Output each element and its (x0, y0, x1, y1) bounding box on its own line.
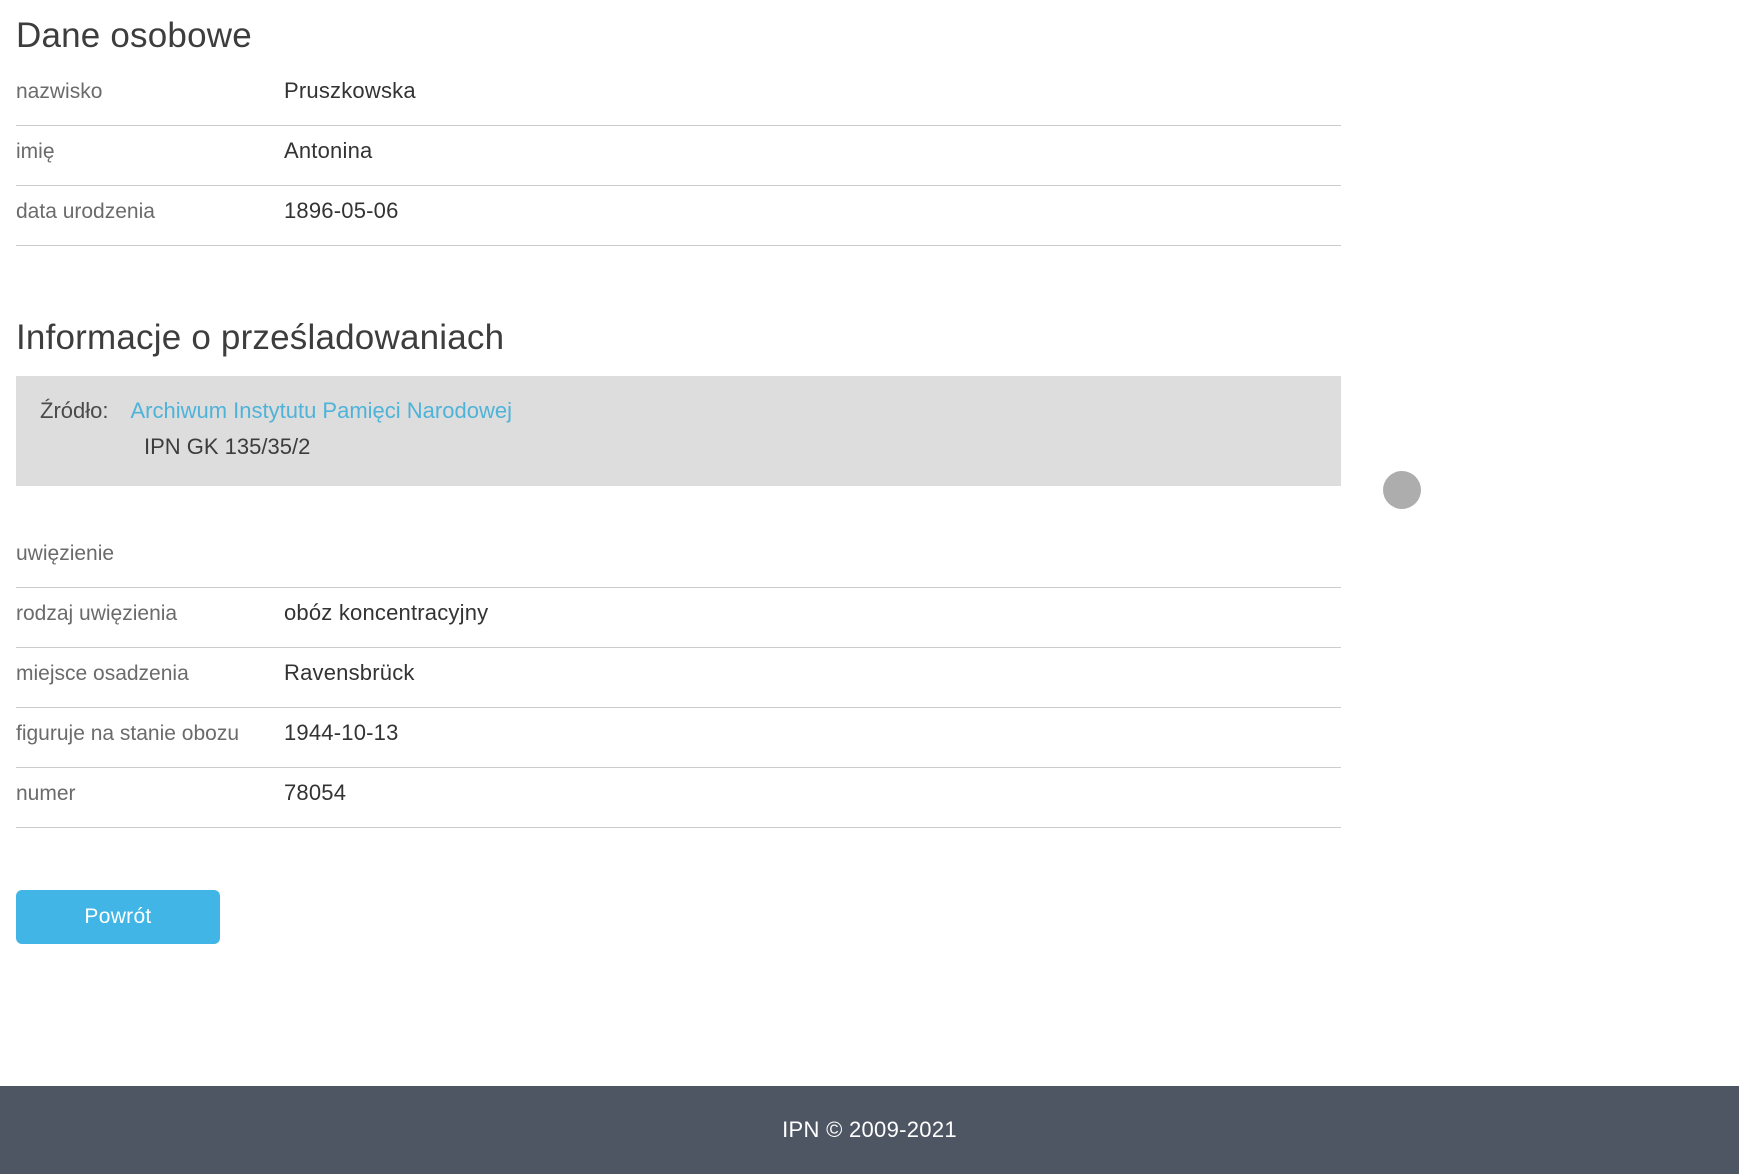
source-label: Źródło: (40, 398, 109, 423)
source-box (16, 376, 1341, 486)
table-row (16, 588, 1341, 648)
field-value: 78054 (284, 780, 347, 805)
source-reference: IPN GK 135/35/2 (144, 434, 311, 459)
field-value: Pruszkowska (284, 78, 416, 103)
table-row-group-header (16, 528, 1341, 588)
field-value: 1896-05-06 (284, 198, 399, 223)
footer-copyright: IPN © 2009-2021 (782, 1117, 957, 1142)
field-label: imię (16, 140, 55, 163)
source-archive-link[interactable]: Archiwum Instytutu Pamięci Narodowej (130, 398, 512, 423)
source-line (40, 398, 1341, 424)
table-row (16, 648, 1341, 708)
field-label: data urodzenia (16, 200, 155, 223)
actions-bar (16, 828, 1340, 1000)
back-button[interactable]: Powrót (16, 890, 220, 944)
scroll-indicator-dot[interactable] (1383, 471, 1421, 509)
table-row (16, 66, 1341, 126)
table-row (16, 708, 1341, 768)
field-label: miejsce osadzenia (16, 662, 189, 685)
table-row (16, 126, 1341, 186)
page-title: Dane osobowe (16, 16, 252, 55)
field-label: nazwisko (16, 80, 103, 103)
field-value: obóz koncentracyjny (284, 600, 489, 625)
field-value: Ravensbrück (284, 660, 415, 685)
table-row (16, 186, 1341, 246)
group-label: uwięzienie (16, 542, 115, 565)
field-label: figuruje na stanie obozu (16, 722, 239, 745)
persecution-data-table (16, 528, 1341, 828)
field-label: numer (16, 782, 76, 805)
field-value: 1944-10-13 (284, 720, 399, 745)
page-footer (0, 1086, 1739, 1174)
field-label: rodzaj uwięzienia (16, 602, 178, 625)
table-row (16, 768, 1341, 828)
persecution-section-title: Informacje o prześladowaniach (16, 318, 505, 357)
personal-data-table (16, 66, 1341, 246)
field-value: Antonina (284, 138, 373, 163)
